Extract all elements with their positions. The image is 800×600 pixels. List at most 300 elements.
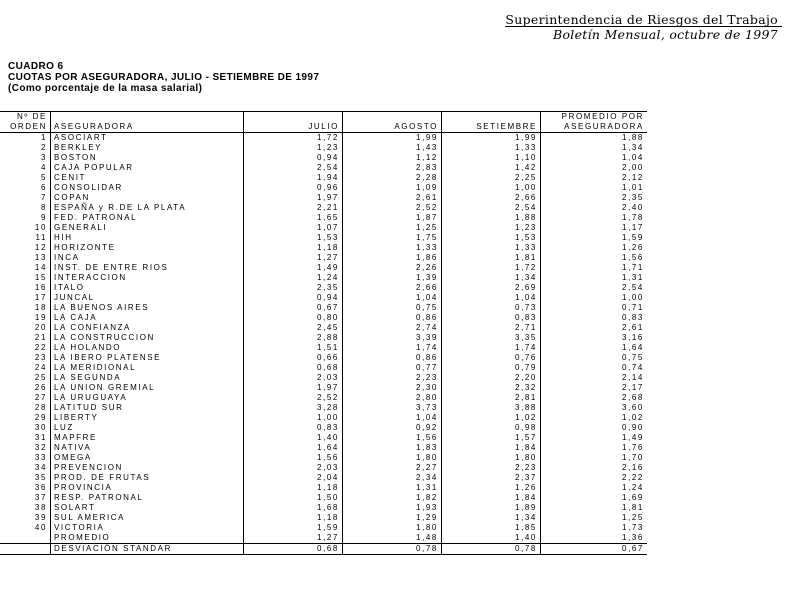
row-number: 37 [0, 493, 51, 503]
row-agosto: 1,83 [343, 443, 442, 453]
row-number: 40 [0, 523, 51, 533]
row-aseguradora: ASOCIART [51, 133, 244, 144]
row-julio: 1,27 [244, 533, 343, 544]
row-promedio: 3,16 [622, 333, 644, 342]
row-number: 8 [0, 203, 51, 213]
row-agosto: 2,66 [343, 283, 442, 293]
row-julio: 1,24 [244, 273, 343, 283]
row-aseguradora: HIH [51, 233, 244, 243]
row-agosto: 2,34 [343, 473, 442, 483]
row-number: 12 [0, 243, 51, 253]
row-aseguradora: CAJA POPULAR [51, 163, 244, 173]
row-number: 14 [0, 263, 51, 273]
row-agosto: 1,75 [343, 233, 442, 243]
row-julio: 1,18 [244, 513, 343, 523]
row-aseguradora: NATIVA [51, 443, 244, 453]
row-julio: 1,23 [244, 143, 343, 153]
row-julio: 1,40 [244, 433, 343, 443]
row-julio: 1,97 [244, 193, 343, 203]
row-agosto: 1,09 [343, 183, 442, 193]
row-promedio: 2,16 [622, 463, 644, 472]
row-setiembre: 1,34 [442, 513, 541, 523]
row-julio: 2,03 [244, 373, 343, 383]
row-number: 1 [0, 133, 51, 144]
table-row [0, 243, 647, 253]
cuadro-number: CUADRO 6 [8, 61, 64, 72]
row-julio: 1,07 [244, 223, 343, 233]
row-agosto: 0,77 [343, 363, 442, 373]
row-aseguradora: FED. PATRONAL [51, 213, 244, 223]
row-setiembre: 0,73 [442, 303, 541, 313]
table-row [0, 523, 647, 533]
header-row-bottom [0, 122, 647, 133]
row-aseguradora: LA CONFIANZA [51, 323, 244, 333]
row-number: 33 [0, 453, 51, 463]
row-promedio: 1,69 [622, 493, 644, 502]
table-row [0, 483, 647, 493]
row-promedio: 0,74 [622, 363, 644, 372]
table-row [0, 473, 647, 483]
table-row [0, 233, 647, 243]
row-julio: 1,97 [244, 383, 343, 393]
row-julio: 0,67 [244, 303, 343, 313]
row-aseguradora: LUZ [51, 423, 244, 433]
cuotas-table [0, 111, 647, 555]
col-agosto: AGOSTO [343, 122, 442, 133]
col-setiembre: SETIEMBRE [442, 122, 541, 133]
row-setiembre: 1,84 [442, 493, 541, 503]
row-agosto: 0,92 [343, 423, 442, 433]
row-promedio: 0,75 [622, 353, 644, 362]
row-number: 3 [0, 153, 51, 163]
row-number: 2 [0, 143, 51, 153]
row-setiembre: 2,25 [442, 173, 541, 183]
row-julio: 1,27 [244, 253, 343, 263]
row-julio: 1,49 [244, 263, 343, 273]
row-setiembre: 2,81 [442, 393, 541, 403]
row-julio: 1,68 [244, 503, 343, 513]
row-julio: 2,35 [244, 283, 343, 293]
row-agosto: 2,30 [343, 383, 442, 393]
row-julio: 2,54 [244, 163, 343, 173]
row-agosto: 3,73 [343, 403, 442, 413]
row-setiembre: 3,35 [442, 333, 541, 343]
row-julio: 1,18 [244, 243, 343, 253]
row-agosto: 1,86 [343, 253, 442, 263]
table-row [0, 403, 647, 413]
row-julio: 2,45 [244, 323, 343, 333]
row-number: 20 [0, 323, 51, 333]
row-promedio: 1,71 [622, 263, 644, 272]
row-setiembre: 1,88 [442, 213, 541, 223]
table-row [0, 533, 647, 544]
row-agosto: 1,80 [343, 523, 442, 533]
row-agosto: 1,93 [343, 503, 442, 513]
row-number: 30 [0, 423, 51, 433]
table-row [0, 353, 647, 363]
col-nro-bottom: ORDEN [0, 122, 51, 133]
row-promedio: 1,01 [622, 183, 644, 192]
footer-promedio: 0,67 [541, 544, 648, 555]
table-row [0, 263, 647, 273]
row-promedio: 1,76 [622, 443, 644, 452]
row-promedio: 1,81 [622, 503, 644, 512]
row-aseguradora: HORIZONTE [51, 243, 244, 253]
row-aseguradora: LA SEGUNDA [51, 373, 244, 383]
row-promedio: 2,40 [622, 203, 644, 212]
row-aseguradora: ITALO [51, 283, 244, 293]
row-setiembre: 1,99 [442, 133, 541, 144]
row-julio: 0,66 [244, 353, 343, 363]
row-setiembre: 1,33 [442, 143, 541, 153]
row-julio: 0,83 [244, 423, 343, 433]
row-aseguradora: BERKLEY [51, 143, 244, 153]
row-agosto: 1,56 [343, 433, 442, 443]
row-setiembre: 2,23 [442, 463, 541, 473]
row-aseguradora: VICTORIA [51, 523, 244, 533]
row-setiembre: 1,00 [442, 183, 541, 193]
row-agosto: 2,28 [343, 173, 442, 183]
table-row [0, 503, 647, 513]
row-aseguradora: BOSTON [51, 153, 244, 163]
row-agosto: 1,12 [343, 153, 442, 163]
row-number: 24 [0, 363, 51, 373]
row-julio: 1,00 [244, 413, 343, 423]
row-setiembre: 2,71 [442, 323, 541, 333]
row-agosto: 2,74 [343, 323, 442, 333]
table-container [0, 111, 647, 555]
row-setiembre: 1,34 [442, 273, 541, 283]
row-agosto: 1,33 [343, 243, 442, 253]
header-row-top [0, 112, 647, 123]
row-setiembre: 1,81 [442, 253, 541, 263]
row-julio: 2,88 [244, 333, 343, 343]
row-number: 25 [0, 373, 51, 383]
row-julio: 1,59 [244, 523, 343, 533]
row-setiembre: 1,72 [442, 263, 541, 273]
row-setiembre: 1,40 [442, 533, 541, 544]
table-row [0, 453, 647, 463]
row-setiembre: 0,79 [442, 363, 541, 373]
row-promedio: 1,34 [622, 143, 644, 152]
row-number: 22 [0, 343, 51, 353]
row-promedio: 3,60 [622, 403, 644, 412]
row-number: 11 [0, 233, 51, 243]
row-aseguradora: PROMEDIO [51, 533, 244, 544]
table-row [0, 173, 647, 183]
row-julio: 2,03 [244, 463, 343, 473]
col-promedio-top: PROMEDIO POR [541, 112, 648, 123]
row-setiembre: 1,42 [442, 163, 541, 173]
table-row [0, 253, 647, 263]
row-number: 36 [0, 483, 51, 493]
row-setiembre: 2,66 [442, 193, 541, 203]
row-setiembre: 1,53 [442, 233, 541, 243]
row-number: 9 [0, 213, 51, 223]
row-number: 19 [0, 313, 51, 323]
col-julio: JULIO [244, 122, 343, 133]
row-agosto: 1,99 [343, 133, 442, 144]
row-promedio: 2,22 [622, 473, 644, 482]
table-row [0, 193, 647, 203]
row-agosto: 1,25 [343, 223, 442, 233]
table-row [0, 443, 647, 453]
row-aseguradora: CENIT [51, 173, 244, 183]
row-agosto: 1,04 [343, 293, 442, 303]
row-promedio: 1,70 [622, 453, 644, 462]
table-row [0, 183, 647, 193]
row-promedio: 1,49 [622, 433, 644, 442]
row-promedio: 1,26 [622, 243, 644, 252]
table-row [0, 203, 647, 213]
table-row [0, 273, 647, 283]
row-aseguradora: PROD. DE FRUTAS [51, 473, 244, 483]
row-setiembre: 0,83 [442, 313, 541, 323]
row-julio: 1,53 [244, 233, 343, 243]
row-aseguradora: LA MERIDIONAL [51, 363, 244, 373]
row-setiembre: 1,89 [442, 503, 541, 513]
row-aseguradora: PREVENCION [51, 463, 244, 473]
table-row [0, 393, 647, 403]
row-aseguradora: LIBERTY [51, 413, 244, 423]
row-promedio: 2,17 [622, 383, 644, 392]
row-setiembre: 2,54 [442, 203, 541, 213]
row-julio: 0,80 [244, 313, 343, 323]
row-aseguradora: OMEGA [51, 453, 244, 463]
row-number: 15 [0, 273, 51, 283]
row-aseguradora: LA CAJA [51, 313, 244, 323]
col-aseguradora: ASEGURADORA [51, 122, 244, 133]
table-row [0, 283, 647, 293]
row-aseguradora: LA URUGUAYA [51, 393, 244, 403]
table-title: CUOTAS POR ASEGURADORA, JULIO - SETIEMBRE DE 1997 [8, 72, 320, 83]
row-agosto: 0,86 [343, 313, 442, 323]
table-row [0, 463, 647, 473]
row-setiembre: 1,04 [442, 293, 541, 303]
row-number: 6 [0, 183, 51, 193]
row-promedio: 1,24 [622, 483, 644, 492]
row-promedio: 1,88 [622, 133, 644, 142]
row-number: 38 [0, 503, 51, 513]
row-aseguradora: LA UNION GREMIAL [51, 383, 244, 393]
row-promedio: 1,17 [622, 223, 644, 232]
col-nro-top: Nº DE [0, 112, 51, 123]
table-row [0, 313, 647, 323]
row-number: 31 [0, 433, 51, 443]
row-aseguradora: INCA [51, 253, 244, 263]
row-promedio: 1,36 [622, 533, 644, 542]
row-julio: 1,72 [244, 133, 343, 144]
row-setiembre: 1,74 [442, 343, 541, 353]
row-agosto: 0,75 [343, 303, 442, 313]
row-setiembre: 1,80 [442, 453, 541, 463]
footer-row [0, 544, 647, 555]
row-julio: 1,65 [244, 213, 343, 223]
row-setiembre: 1,23 [442, 223, 541, 233]
row-agosto: 2,23 [343, 373, 442, 383]
table-row [0, 423, 647, 433]
row-aseguradora: INTERACCION [51, 273, 244, 283]
row-number: 5 [0, 173, 51, 183]
row-aseguradora: LATITUD SUR [51, 403, 244, 413]
table-row [0, 413, 647, 423]
row-promedio: 1,02 [622, 413, 644, 422]
row-number: 16 [0, 283, 51, 293]
row-aseguradora: SUL AMERICA [51, 513, 244, 523]
row-aseguradora: LA BUENOS AIRES [51, 303, 244, 313]
row-promedio: 2,68 [622, 393, 644, 402]
row-setiembre: 0,98 [442, 423, 541, 433]
table-row [0, 513, 647, 523]
row-aseguradora: ESPAÑA y R.DE LA PLATA [51, 203, 244, 213]
row-aseguradora: LA CONSTRUCCION [51, 333, 244, 343]
row-agosto: 1,43 [343, 143, 442, 153]
row-promedio: 1,00 [622, 293, 644, 302]
row-aseguradora: LA HOLANDO [51, 343, 244, 353]
table-row [0, 163, 647, 173]
row-promedio: 2,61 [622, 323, 644, 332]
row-number: 27 [0, 393, 51, 403]
row-number: 21 [0, 333, 51, 343]
row-julio: 0,68 [244, 363, 343, 373]
row-number: 39 [0, 513, 51, 523]
row-julio: 1,64 [244, 443, 343, 453]
row-julio: 1,51 [244, 343, 343, 353]
row-promedio: 1,64 [622, 343, 644, 352]
table-row [0, 293, 647, 303]
row-julio: 0,96 [244, 183, 343, 193]
row-promedio: 1,04 [622, 153, 644, 162]
row-agosto: 1,39 [343, 273, 442, 283]
row-promedio: 0,83 [622, 313, 644, 322]
row-julio: 3,28 [244, 403, 343, 413]
row-julio: 1,50 [244, 493, 343, 503]
row-number: 35 [0, 473, 51, 483]
table-body [0, 133, 647, 544]
row-promedio: 1,56 [622, 253, 644, 262]
header-agency: Superintendencia de Riesgos del Trabajo [505, 12, 778, 27]
row-promedio: 1,25 [622, 513, 644, 522]
row-julio: 2,04 [244, 473, 343, 483]
table-row [0, 373, 647, 383]
row-agosto: 0,86 [343, 353, 442, 363]
row-aseguradora: RESP. PATRONAL [51, 493, 244, 503]
row-setiembre: 2,20 [442, 373, 541, 383]
footer-julio: 0,68 [244, 544, 343, 555]
row-number: 13 [0, 253, 51, 263]
row-number: 7 [0, 193, 51, 203]
row-agosto: 1,74 [343, 343, 442, 353]
table-subtitle: (Como porcentaje de la masa salarial) [8, 83, 203, 94]
row-agosto: 1,82 [343, 493, 442, 503]
row-promedio: 2,12 [622, 173, 644, 182]
row-setiembre: 2,32 [442, 383, 541, 393]
row-promedio: 1,59 [622, 233, 644, 242]
row-agosto: 2,27 [343, 463, 442, 473]
footer-agosto: 0,78 [343, 544, 442, 555]
table-row [0, 133, 647, 144]
row-aseguradora: JUNCAL [51, 293, 244, 303]
row-setiembre: 1,84 [442, 443, 541, 453]
row-agosto: 1,04 [343, 413, 442, 423]
row-setiembre: 2,37 [442, 473, 541, 483]
row-promedio: 0,90 [622, 423, 644, 432]
row-promedio: 2,35 [622, 193, 644, 202]
row-promedio: 1,31 [622, 273, 644, 282]
table-row [0, 303, 647, 313]
row-julio: 0,94 [244, 153, 343, 163]
footer-label: DESVIACIÓN STANDAR [51, 544, 244, 555]
row-setiembre: 0,76 [442, 353, 541, 363]
row-setiembre: 1,85 [442, 523, 541, 533]
row-promedio: 1,73 [622, 523, 644, 532]
row-setiembre: 1,10 [442, 153, 541, 163]
row-agosto: 2,83 [343, 163, 442, 173]
table-titles [8, 61, 319, 94]
row-setiembre: 1,26 [442, 483, 541, 493]
row-agosto: 1,80 [343, 453, 442, 463]
row-number: 26 [0, 383, 51, 393]
row-number [0, 533, 51, 544]
table-row [0, 223, 647, 233]
row-agosto: 2,52 [343, 203, 442, 213]
row-aseguradora: CONSOLIDAR [51, 183, 244, 193]
row-setiembre: 1,02 [442, 413, 541, 423]
col-promedio-bottom: ASEGURADORA [541, 122, 648, 133]
row-number: 23 [0, 353, 51, 363]
row-aseguradora: GENERALI [51, 223, 244, 233]
row-number: 32 [0, 443, 51, 453]
row-setiembre: 2,69 [442, 283, 541, 293]
table-row [0, 363, 647, 373]
table-row [0, 213, 647, 223]
row-promedio: 0,71 [622, 303, 644, 312]
row-promedio: 2,14 [622, 373, 644, 382]
row-number: 28 [0, 403, 51, 413]
row-julio: 0,94 [244, 293, 343, 303]
row-agosto: 1,87 [343, 213, 442, 223]
table-row [0, 333, 647, 343]
row-julio: 1,18 [244, 483, 343, 493]
header-bulletin: Boletín Mensual, octubre de 1997 [553, 27, 778, 42]
row-agosto: 1,31 [343, 483, 442, 493]
row-julio: 1,56 [244, 453, 343, 463]
table-row [0, 433, 647, 443]
row-agosto: 3,39 [343, 333, 442, 343]
table-row [0, 143, 647, 153]
row-julio: 2,21 [244, 203, 343, 213]
table-row [0, 343, 647, 353]
row-agosto: 2,61 [343, 193, 442, 203]
row-promedio: 2,54 [622, 283, 644, 292]
row-number: 4 [0, 163, 51, 173]
row-promedio: 2,00 [622, 163, 644, 172]
row-number: 29 [0, 413, 51, 423]
row-aseguradora: INST. DE ENTRE RIOS [51, 263, 244, 273]
row-aseguradora: PROVINCIA [51, 483, 244, 493]
row-julio: 2,52 [244, 393, 343, 403]
row-agosto: 1,48 [343, 533, 442, 544]
row-aseguradora: MAPFRE [51, 433, 244, 443]
row-agosto: 2,26 [343, 263, 442, 273]
table-row [0, 493, 647, 503]
row-promedio: 1,78 [622, 213, 644, 222]
table-row [0, 153, 647, 163]
row-number: 17 [0, 293, 51, 303]
row-number: 10 [0, 223, 51, 233]
row-julio: 1,94 [244, 173, 343, 183]
row-aseguradora: LA IBERO PLATENSE [51, 353, 244, 363]
